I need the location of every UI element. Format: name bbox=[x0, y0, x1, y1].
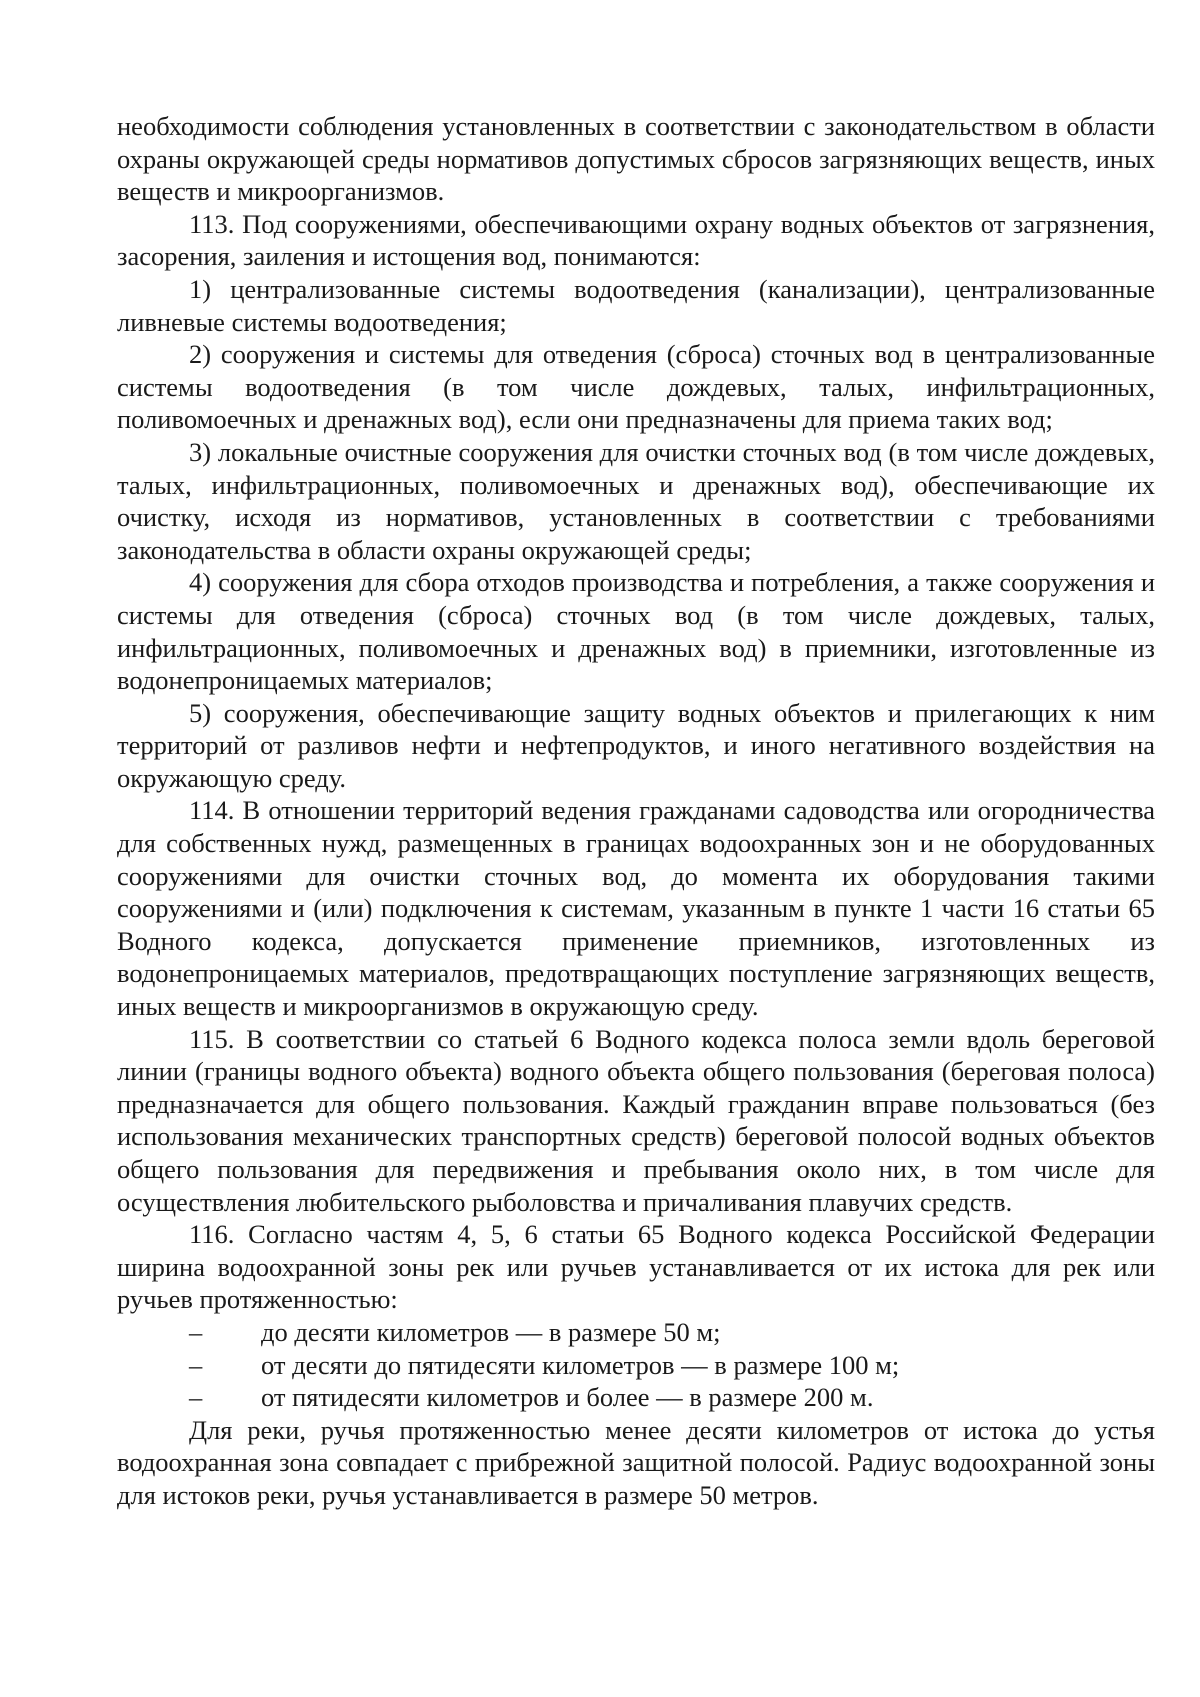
dash-list-item bbox=[117, 1316, 1155, 1349]
list-item-1: 1) централизованные системы водоотведения (канализации), централизованные ливневые системы водоотведения; bbox=[117, 273, 1155, 337]
paragraph-continuation: необходимости соблюдения установленных в соответствии с законодательством в области охраны окружающей среды нормативов допустимых сбросов загрязняющих веществ, иных веществ и микроорганизмов. bbox=[117, 111, 1155, 207]
paragraph-closing: Для реки, ручья протяженностью менее десяти километров от истока до устья водоохранная зона совпадает с прибрежной защитной полосой. Радиус водоохранной зоны для истоков реки, ручья устанавливается в размере 50 метров. bbox=[117, 1414, 1155, 1510]
paragraph-116: 116. Согласно частям 4, 5, 6 статьи 65 Водного кодекса Российской Федерации ширина водоохранной зоны рек или ручьев устанавливается от их истока для рек или ручьев протяженностью: bbox=[117, 1219, 1155, 1315]
dash-marker: – bbox=[189, 1349, 203, 1380]
list-item-5: 5) сооружения, обеспечивающие защиту водных объектов и прилегающих к ним территорий от разливов нефти и нефтепродуктов, и иного негативного воздействия на окружающую среду. bbox=[117, 697, 1155, 793]
paragraph-114: 114. В отношении территорий ведения гражданами садоводства или огородничества для собственных нужд, размещенных в границах водоохранных зон и не оборудованных сооружениями для очистки сточных вод, до момента их оборудования такими сооружениями и (или) подключения к системам, указанным в пункте 1 части 16 статьи 65 Водного кодекса, допускается применение приемников, изготовленных из водонепроницаемых материалов, предотвращающих поступление загрязняющих веществ, иных веществ и микроорганизмов в окружающую среду. bbox=[117, 795, 1155, 1022]
dash-list-item bbox=[117, 1381, 1155, 1414]
document-page bbox=[117, 110, 1155, 1512]
list-item-3: 3) локальные очистные сооружения для очистки сточных вод (в том числе дождевых, талых, инфильтрационных, поливомоечных и дренажных вод), обеспечивающие их очистку, исходя из нормативов, установленных в соответствии с требованиями законодательства в области охраны окружающей среды; bbox=[117, 436, 1155, 565]
paragraph-115: 115. В соответствии со статьей 6 Водного кодекса полоса земли вдоль береговой линии (границы водного объекта) водного объекта общего пользования (береговая полоса) предназначается для общего пользования. Каждый гражданин вправе пользоваться (без использования механических транспортных средств) береговой полосой водных объектов общего пользования для передвижения и пребывания около них, в том числе для осуществления любительского рыболовства и причаливания плавучих средств. bbox=[117, 1023, 1155, 1217]
dash-list-text: до десяти километров — в размере 50 м; bbox=[261, 1316, 721, 1347]
dash-marker: – bbox=[189, 1316, 203, 1347]
list-item-2: 2) сооружения и системы для отведения (сброса) сточных вод в централизованные системы водоотведения (в том числе дождевых, талых, инфильтрационных, поливомоечных и дренажных вод), если они предназначены для приема таких вод; bbox=[117, 339, 1155, 435]
paragraph-113: 113. Под сооружениями, обеспечивающими охрану водных объектов от загрязнения, засорения, заиления и истощения вод, понимаются: bbox=[117, 208, 1155, 272]
dash-list-item bbox=[117, 1349, 1155, 1382]
dash-marker: – bbox=[189, 1382, 203, 1413]
dash-list-text: от пятидесяти километров и более — в размере 200 м. bbox=[261, 1382, 874, 1413]
list-item-4: 4) сооружения для сбора отходов производства и потребления, а также сооружения и системы для отведения (сброса) сточных вод (в том числе дождевых, талых, инфильтрационных, поливомоечных и дренажных вод) в приемники, изготовленные из водонепроницаемых материалов; bbox=[117, 567, 1155, 696]
dash-list-text: от десяти до пятидесяти километров — в размере 100 м; bbox=[261, 1349, 900, 1380]
